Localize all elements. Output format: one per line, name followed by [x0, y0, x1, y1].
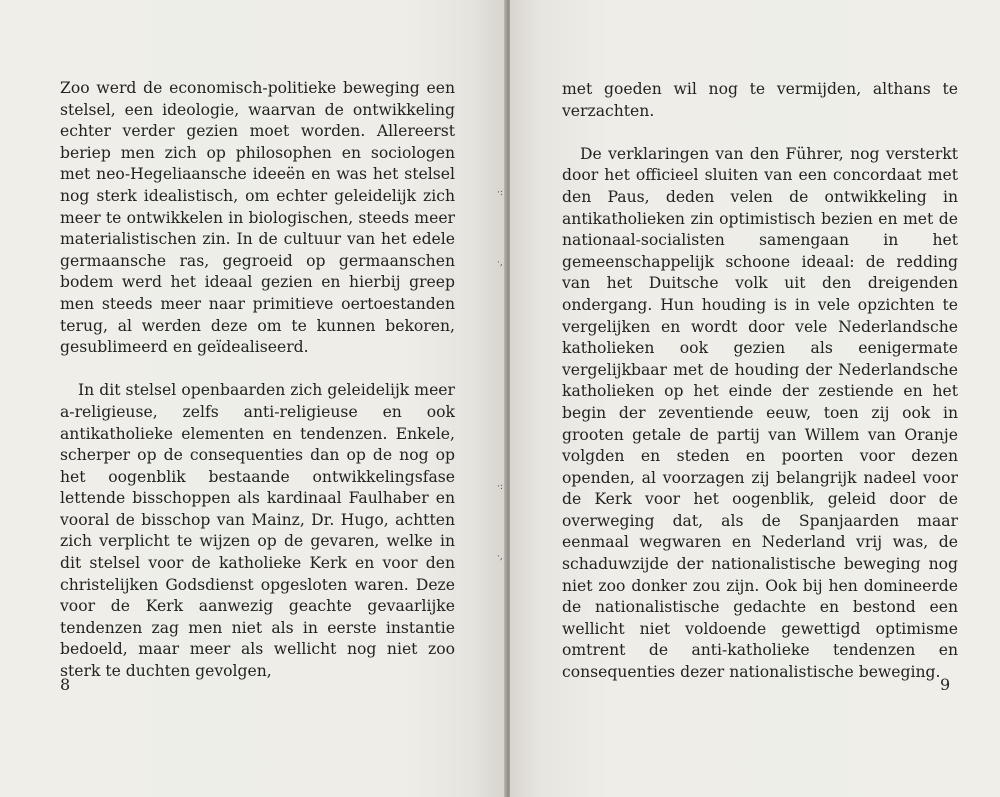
- binding-stitch-mark: ·,: [497, 258, 503, 268]
- left-page-number: 8: [60, 675, 71, 694]
- left-paragraph-2: In dit stelsel openbaarden zich geleidelijk meer a-religieuse, zelfs anti-religieuse en ook antikatholieke elementen en tendenzen. Enkele, scherper op de consequenties dan op de nog op het oogenblik bestaande ontwikkelingsfase lettende bisschoppen als kardinaal Faulhaber en vooral de bisschop van Mainz, Dr. Hugo, achtten zich verplicht te wijzen op de gevaren, welke in dit stelsel voor de katholieke Kerk en voor den christelijken Godsdienst opgesloten waren. Deze voor de Kerk aanwezig geachte gevaarlijke tendenzen zag men niet als in eerste instantie bedoeld, maar meer als wellicht nog niet zoo sterk te duchten gevolgen,: [60, 381, 455, 681]
- binding-stitch-mark: ·:: [497, 188, 503, 198]
- left-paragraph-1: Zoo werd de economisch-politieke beweging een stelsel, een ideologie, waarvan de ontwikkeling echter verder gezien moet worden. Allereerst beriep men zich op philosophen en sociologen met neo-Hegeliaansche ideeën en was het stelsel nog sterk idealistisch, om echter geleidelijk zich meer te ontwikkelen in biologischen, steeds meer materialistischen zin. In de cultuur van het edele germaansche ras, gegroeid op germaanschen bodem werd het ideaal gezien en hierbij greep men steeds meer naar primitieve oertoestanden terug, al werden deze om te kunnen bekoren, gesublimeerd en geïdealiseerd.: [60, 79, 455, 357]
- binding-stitch-mark: ·,: [497, 552, 503, 562]
- right-paragraph-1: met goeden wil nog te vermijden, althans te verzachten.: [562, 80, 958, 120]
- left-page-text: [60, 78, 455, 683]
- binding-stitch-mark: ·:: [497, 482, 503, 492]
- right-page-text: [562, 79, 958, 684]
- right-page: [510, 0, 1000, 797]
- right-page-number: 9: [940, 675, 951, 694]
- right-paragraph-2: De verklaringen van den Führer, nog versterkt door het officieel sluiten van een concordaat met den Paus, deden velen de ontwikkeling in antikatholieken zin optimistisch bezien en met de nationaal-socialisten samengaan in het gemeenschappelijk schoone ideaal: de redding van het Duitsche volk uit den dreigenden ondergang. Hun houding is in vele opzichten te vergelijken en wordt door vele Nederlandsche katholieken ook gezien als eenigermate vergelijkbaar met de houding der Nederlandsche katholieken op het einde der zestiende en het begin der zeventiende eeuw, toen zij ook in grooten getale de partij van Willem van Oranje volgden en steden en poorten voor dezen openden, al voorzagen zij belangrijk nadeel voor de Kerk voor het oogenblik, geleid door de overweging dat, als de Spanjaarden maar eenmaal wegwaren en Nederland vrij was, de schaduwzijde der nationalistische beweging nog niet zoo donker zou zijn. Ook bij hen domineerde de nationalistische gedachte en bestond een wellicht niet voldoende gewettigd optimisme omtrent de anti-katholieke tendenzen en consequenties dezer nationalistische beweging.: [562, 144, 958, 682]
